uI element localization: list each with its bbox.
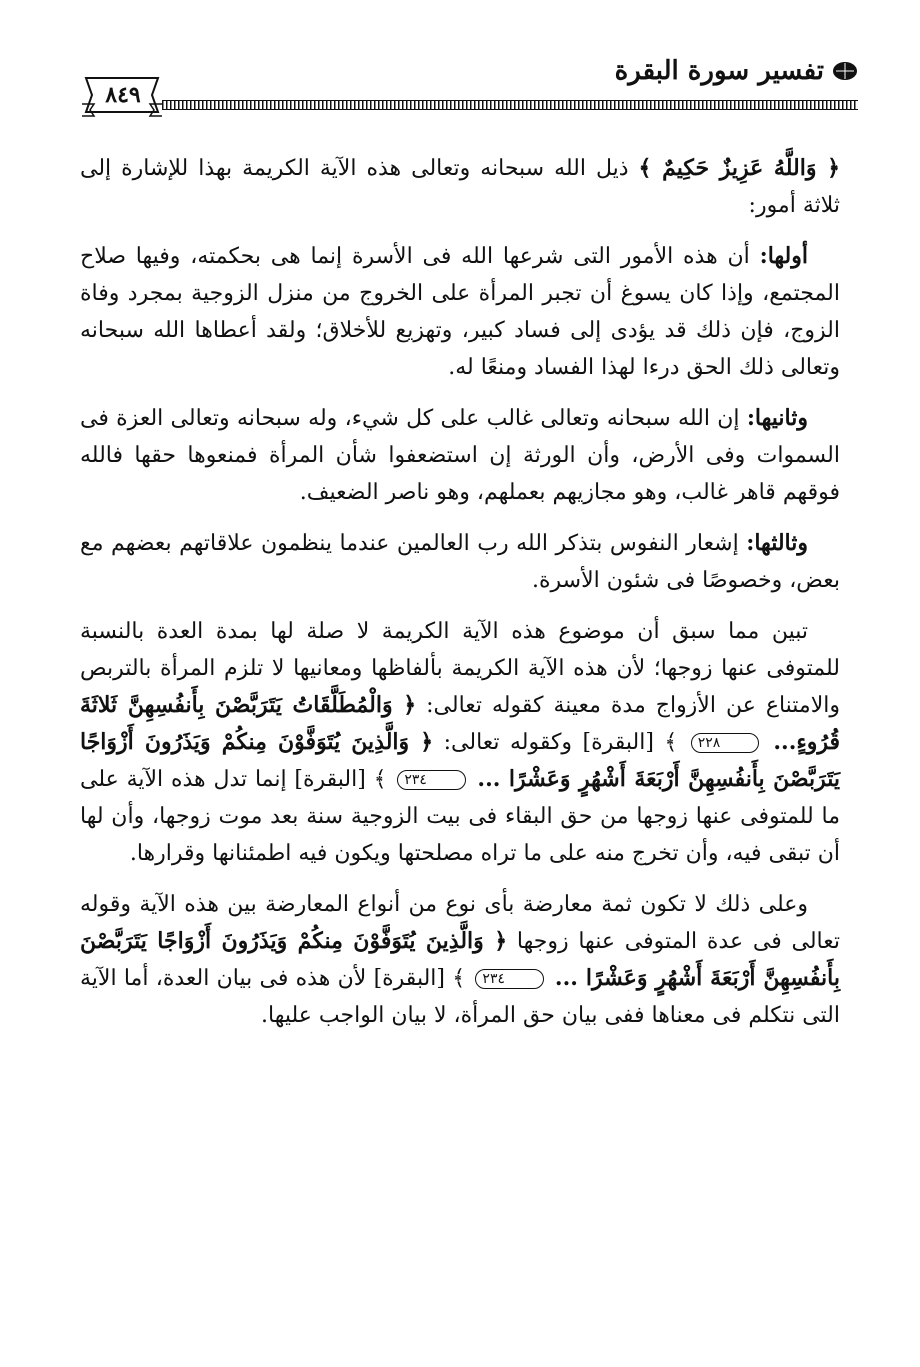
header-rule [162, 100, 858, 110]
paragraph-text: وعلى ذلك لا تكون ثمة معارضة بأى نوع من أنواع المعارضة بين هذه الآية وقوله تعالى فى عدة المتوفى عنها زوجها [80, 892, 840, 954]
paragraph-6 [80, 886, 840, 1034]
page-body [80, 150, 840, 1048]
header-title-row [615, 56, 858, 86]
paragraph-text: ﴾ [البقرة] إنما تدل هذه الآية على ما للمتوفى عنها زوجها من حق البقاء فى بيت الزوجية سنة بعد موت زوجها، وأن لها أن تبقى فيه، وأن تخرج منه على ما تراه مصلحتها ويكون فيه اطمئنانها وقرارها. [80, 767, 840, 866]
quran-verse: ﴿ وَالَّذِينَ يُتَوَفَّوْنَ مِنكُمْ وَيَذَرُونَ أَزْوَاجًا يَتَرَبَّصْنَ بِأَنفُسِهِنَّ أَرْبَعَةَ أَشْهُرٍ وَعَشْرًا ... [80, 729, 840, 792]
point-label: وثالثها: [746, 530, 808, 556]
paragraph-text: تبين مما سبق أن موضوع هذه الآية الكريمة لا صلة لها بمدة العدة بالنسبة للمتوفى عنها زوجها؛ لأن هذه الآية الكريمة بألفاظها ومعانيها لا تلزم المرأة بالتربص والامتناع عن الأزواج مدة معينة كقوله تعالى: [80, 619, 840, 718]
quran-verse: ﴿ وَالَّذِينَ يُتَوَفَّوْنَ مِنكُمْ وَيَذَرُونَ أَزْوَاجًا يَتَرَبَّصْنَ بِأَنفُسِهِنَّ أَرْبَعَةَ أَشْهُرٍ وَعَشْرًا ... [80, 928, 840, 991]
paragraph-2 [80, 238, 840, 386]
page-header [80, 48, 858, 118]
ayah-number-marker: ٢٣٤ [397, 770, 466, 790]
paragraph-text: أن هذه الأمور التى شرعها الله فى الأسرة إنما هى بحكمته، وفيها صلاح المجتمع، وإذا كان يسوغ أن تجبر المرأة على الخروج من منزل الزوجية بمجرد وفاة الزوج، فإن ذلك قد يؤدى إلى فساد كبير، وتهزيع للأخلاق؛ ولقد أعطاها الله سبحانه وتعالى ذلك الحق درءا لهذا الفساد ومنعًا له. [80, 244, 840, 380]
ayah-number-marker: ٢٣٤ [475, 969, 544, 989]
page-number-badge [80, 72, 164, 118]
paragraph-text: ﴾ [البقرة] وكقوله تعالى: [433, 730, 688, 755]
page-number: ٨٤٩ [105, 82, 141, 108]
paragraph-4 [80, 525, 840, 599]
paragraph-5 [80, 613, 840, 872]
ornament-icon [832, 60, 858, 82]
paragraph-text: إشعار النفوس بتذكر الله رب العالمين عندما ينظمون علاقاتهم بعضهم مع بعض، وخصوصًا فى شئون الأسرة. [80, 531, 840, 593]
point-label: وثانيها: [746, 405, 808, 431]
point-label: أولها: [759, 243, 808, 269]
ayah-number-marker: ٢٢٨ [691, 733, 760, 753]
quran-verse: ﴿ وَاللَّهُ عَزِيزٌ حَكِيمٌ ﴾ [638, 155, 840, 181]
paragraph-1 [80, 150, 840, 224]
quran-verse: ﴿ وَالْمُطَلَّقَاتُ يَتَرَبَّصْنَ بِأَنفُسِهِنَّ ثَلاثَةَ قُرُوءٍ... [80, 692, 840, 755]
paragraph-text: إن الله سبحانه وتعالى غالب على كل شيء، وله سبحانه وتعالى العزة فى السموات وفى الأرض، وأن الورثة إن استضعفوا شأن المرأة فمنعوها حقها فالله فوقهم قاهر غالب، وهو مجازيهم بعملهم، وهو ناصر الضعيف. [80, 406, 840, 505]
paragraph-text: ﴾ [البقرة] لأن هذه فى بيان العدة، أما الآية التى نتكلم فى معناها ففى بيان حق المرأة، لا بيان الواجب عليها. [80, 966, 840, 1028]
paragraph-3 [80, 400, 840, 511]
header-title: تفسير سورة البقرة [614, 56, 824, 86]
paragraph-text: ذيل الله سبحانه وتعالى هذه الآية الكريمة بهذا للإشارة إلى ثلاثة أمور: [80, 156, 840, 218]
